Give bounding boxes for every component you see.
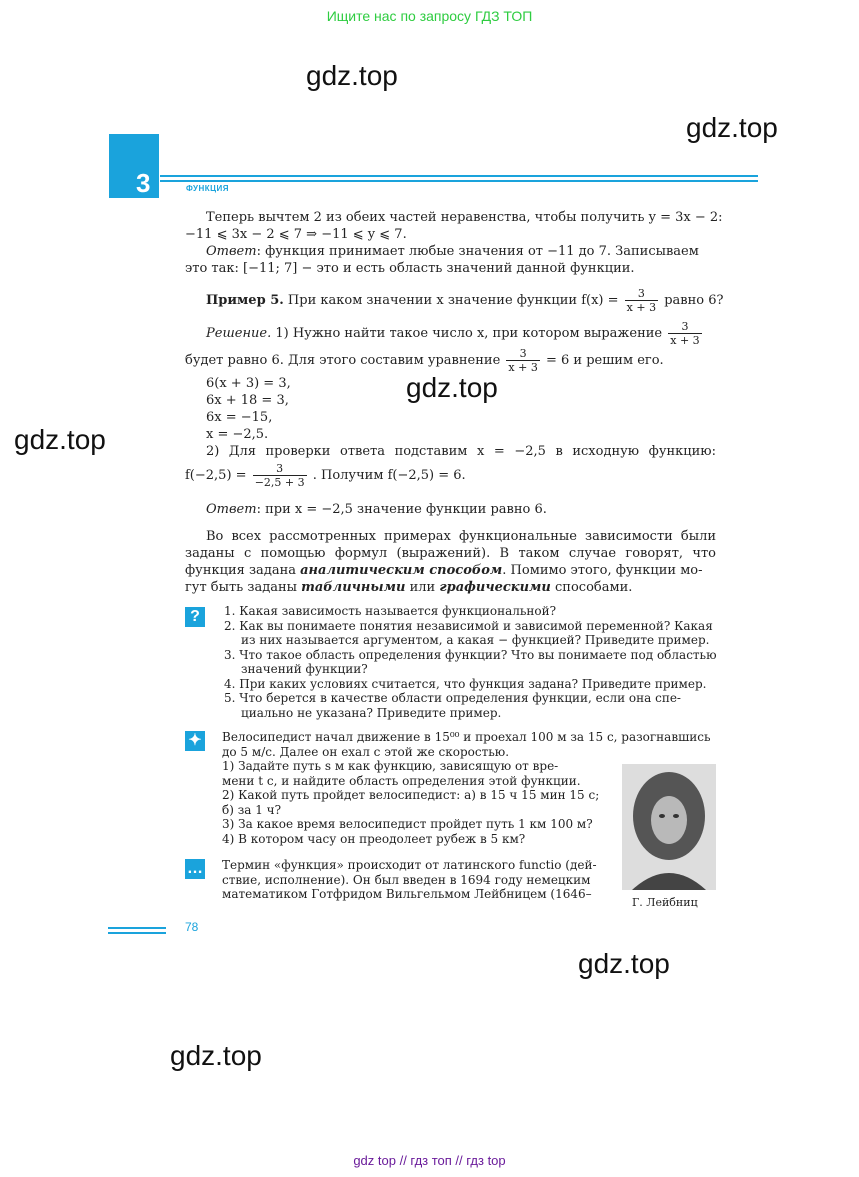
watermark: gdz.top (14, 424, 106, 455)
emphasis: графическими (439, 580, 551, 595)
chapter-label: ФУНКЦИЯ (186, 184, 230, 193)
top-link[interactable]: Ищите нас по запросу ГДЗ ТОП (326, 8, 533, 24)
list-item: 2. Как вы понимаете понятия независимой и зависимой переменной? Какая (224, 618, 713, 633)
task-line: Велосипедист начал движение в 15⁰⁰ и проехал 100 м за 15 с, разогнавшись (222, 730, 711, 744)
fraction: $\frac{3}{x + 3}$ (670, 320, 700, 347)
check-line: f(−2,5) = $\frac{3}{-2,5 + 3}$ . Получим f(−2,5) = 6. (185, 462, 466, 489)
task-line: 2) Какой путь пройдет велосипедист: а) в 15 ч 15 мин 15 с; (222, 788, 600, 802)
example-5: Пример 5. При каком значении x значение функции f(x) = $\frac{3}{x + 3}$ равно 6? (206, 287, 724, 314)
task-line: мени t с, и найдите область определения этой функции. (222, 773, 581, 788)
paragraph-line: Во всех рассмотренных примерах функциональные зависимости были (206, 529, 716, 544)
text-line: Теперь вычтем 2 из обеих частей неравенства, чтобы получить y = 3x − 2: (206, 210, 723, 225)
fraction: $\frac{3}{-2,5 + 3}$ (254, 462, 305, 489)
list-item: из них называется аргументом, а какая − функцией? Приведите пример. (241, 633, 710, 647)
paragraph-line: функция задана аналитическим способом. Помимо этого, функции мо- (185, 563, 703, 578)
footer-links[interactable]: gdz top // гдз топ // гдз top (353, 1153, 506, 1168)
task-line: 4) В котором часу он преодолеет рубеж в 5 км? (222, 831, 526, 846)
paragraph-line: гут быть заданы табличными или графическими способами. (185, 580, 633, 595)
emphasis: табличными (301, 580, 406, 595)
list-item: 4. При каких условиях считается, что функция задана? Приведите пример. (224, 676, 707, 691)
text-line: это так: [−11; 7] − это и есть область значений данной функции. (185, 261, 635, 276)
solution-line: будет равно 6. Для этого составим уравнение $\frac{3}{x + 3}$ = 6 и решим его. (185, 347, 664, 374)
equation-line: x = −2,5. (206, 427, 269, 442)
question-icon: ? (185, 607, 205, 627)
text-line: Ответ: функция принимает любые значения от −11 до 7. Записываем (206, 244, 699, 259)
portrait-drawing (622, 764, 716, 890)
watermark: gdz.top (406, 372, 498, 403)
task-line: до 5 м/с. Далее он ехал с этой же скоростью. (222, 744, 510, 759)
list-item: 5. Что берется в качестве области определения функции, если она спе- (224, 691, 681, 705)
footer-rule (108, 932, 166, 934)
leibniz-portrait (622, 764, 716, 890)
answer-line: Ответ: при x = −2,5 значение функции равно 6. (206, 502, 547, 517)
equation-line: 6x = −15, (206, 410, 273, 425)
task-line: б) за 1 ч? (222, 802, 282, 817)
note-icon: … (187, 860, 203, 877)
watermark: gdz.top (170, 1040, 262, 1071)
list-item: значений функции? (241, 662, 368, 676)
solution-label: Решение. (206, 326, 272, 341)
chapter-marker (109, 134, 159, 198)
chapter-number: 3 (136, 168, 151, 198)
fraction: $\frac{3}{x + 3}$ (508, 347, 538, 374)
star-icon: ✦ (185, 731, 205, 751)
header-rule (160, 175, 758, 177)
fraction: $\frac{3}{x + 3}$ (626, 287, 657, 314)
page-number: 78 (185, 920, 199, 934)
note-line: ствие, исполнение). Он был введен в 1694 году немецким (222, 872, 591, 887)
equation-line: 6x + 18 = 3, (206, 393, 289, 408)
note-block (222, 858, 597, 902)
note-line: математиком Готфридом Вильгельмом Лейбницем (1646– (222, 887, 592, 901)
task-line: 1) Задайте путь s м как функцию, зависящую от вре- (222, 759, 559, 773)
list-item: 3. Что такое область определения функции? Что вы понимаете под областью (224, 647, 717, 662)
text-line: −11 ⩽ 3x − 2 ⩽ 7 ⇒ −11 ⩽ y ⩽ 7. (185, 227, 407, 242)
answer-label: Ответ (206, 502, 257, 517)
portrait-caption: Г. Лейбниц (632, 896, 698, 909)
watermark: gdz.top (306, 60, 398, 91)
example-label: Пример 5. (206, 293, 284, 308)
questions-list (224, 604, 717, 720)
footer-rule (108, 927, 166, 929)
equation-line: 6(x + 3) = 3, (206, 376, 291, 391)
task-line: 3) За какое время велосипедист пройдет путь 1 км 100 м? (222, 817, 593, 831)
list-item: 1. Какая зависимость называется функциональной? (224, 604, 557, 618)
solution-line: Решение. 1) Нужно найти такое число x, при котором выражение $\frac{3}{x + 3}$ (206, 320, 700, 347)
text-line: 2) Для проверки ответа подставим x = −2,5 в исходную функцию: (206, 444, 716, 459)
header-rule (160, 180, 758, 182)
note-line: Термин «функция» происходит от латинского functio (дей- (222, 858, 597, 872)
watermark: gdz.top (578, 948, 670, 979)
list-item: циально не указана? Приведите пример. (241, 705, 502, 720)
watermark: gdz.top (686, 112, 778, 143)
paragraph-line: заданы с помощью формул (выражений). В таком случае говорят, что (185, 546, 716, 561)
answer-label: Ответ (206, 244, 257, 259)
emphasis: аналитическим способом (300, 563, 503, 578)
